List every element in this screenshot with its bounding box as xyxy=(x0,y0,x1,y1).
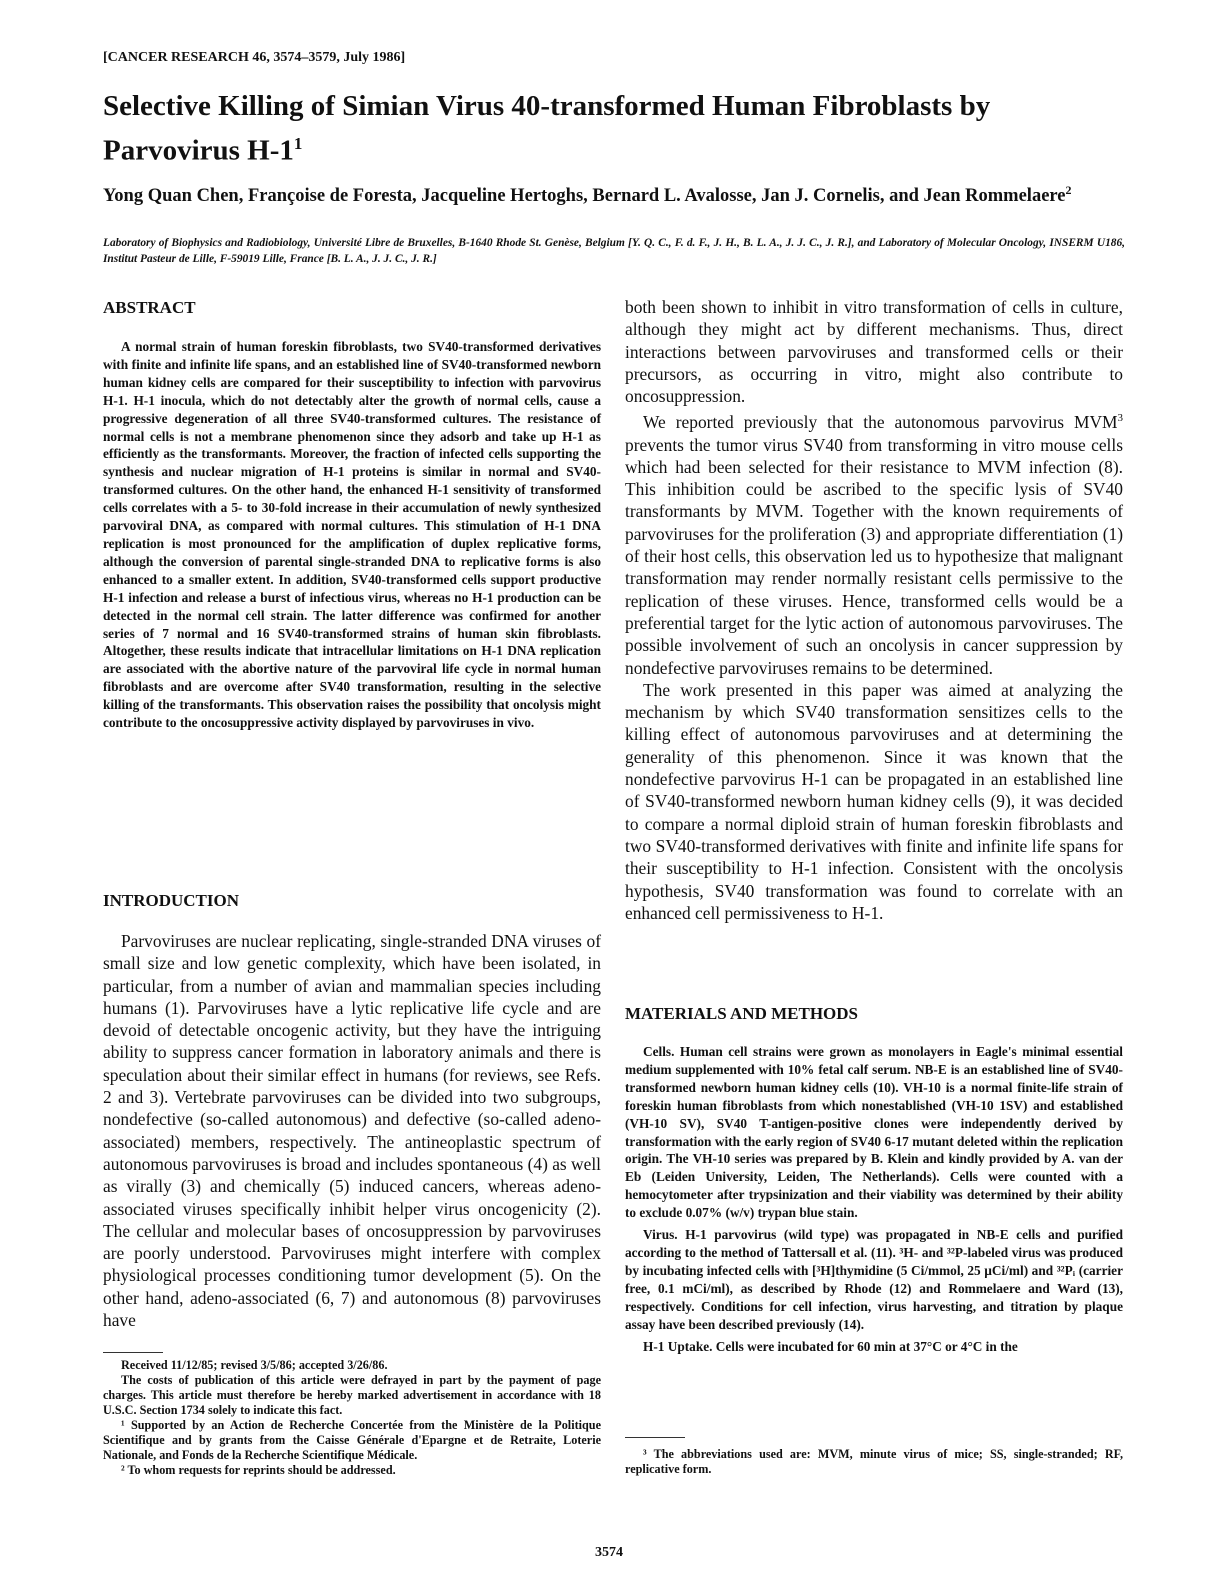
footnote-3 xyxy=(625,1447,1123,1477)
right-paragraph-2 xyxy=(625,407,1123,678)
footnote-rule-left xyxy=(103,1352,163,1353)
abstract-body xyxy=(103,338,601,732)
right-column-body xyxy=(625,296,1123,924)
author-list xyxy=(103,178,1123,208)
virus-paragraph xyxy=(625,1226,1123,1333)
uptake-paragraph xyxy=(625,1338,1123,1356)
title-text: Selective Killing of Simian Virus 40-transformed Human Fibroblasts by Parvovirus H-1 xyxy=(103,90,991,167)
abstract-heading: ABSTRACT xyxy=(103,298,196,317)
methods-heading: MATERIALS AND METHODS xyxy=(625,1004,858,1023)
journal-citation: [CANCER RESEARCH 46, 3574–3579, July 1986] xyxy=(103,50,406,65)
footnotes-left xyxy=(103,1358,601,1478)
abbreviations-footnote: ³ The abbreviations used are: MVM, minute virus of mice; SS, single-stranded; RF, replicative form. xyxy=(625,1447,1123,1476)
article-title xyxy=(103,88,1123,170)
cells-label: Cells. xyxy=(643,1044,675,1059)
virus-label: Virus. xyxy=(643,1227,678,1243)
introduction-heading: INTRODUCTION xyxy=(103,891,240,910)
cells-paragraph xyxy=(625,1043,1123,1222)
footnote-1: ¹ Supported by an Action de Recherche Concertée from the Ministère de la Politique Scientifique and by grants from the Caisse Générale d'Epargne et de Retraite, Loterie Nationale, and Fonds de la Recherche Scientifique Médicale. xyxy=(103,1418,601,1462)
authors-footnote-mark: 2 xyxy=(1065,183,1072,197)
right-paragraph-1: both been shown to inhibit in vitro transformation of cells in culture, although they might act by different mechanisms. Thus, direct interactions between parvoviruses and transformed cells or their precursors, as occurring in vitro, might also contribute to oncosuppression. xyxy=(625,297,1123,407)
uptake-text: Cells were incubated for 60 min at 37°C or 4°C in the xyxy=(712,1338,1018,1354)
page-charges-note: The costs of publication of this article were defrayed in part by the payment of page charges. This article must therefore be hereby marked advertisement in accordance with 18 U.S.C. Section 1734 solely to indicate this fact. xyxy=(103,1373,601,1417)
abstract-paragraph: A normal strain of human foreskin fibroblasts, two SV40-transformed derivatives with finite and infinite life spans, and an established line of SV40-transformed newborn human kidney cells are compared for their susceptibility to infection with parvovirus H-1. H-1 inocula, which do not detectably alter the growth of normal cells, cause a progressive degeneration of all three SV40-transformed cultures. The resistance of normal cells is not a membrane phenomenon since they adsorb and take up H-1 as efficiently as the transformants. Moreover, the fraction of infected cells supporting the synthesis and nuclear migration of H-1 proteins is similar in normal and SV40-transformed cultures. On the other hand, the enhanced H-1 sensitivity of transformed cells correlates with a 5- to 30-fold increase in their accumulation of newly synthesized parvoviral DNA, as compared with normal cultures. This stimulation of H-1 DNA replication is most pronounced for the amplification of duplex replicative forms, although the conversion of parental single-stranded DNA to replicative forms is also enhanced to a smaller extent. In addition, SV40-transformed cells support productive H-1 infection and release a burst of infectious virus, whereas no H-1 production can be detected in the normal cell strain. The latter difference was confirmed for another series of 7 normal and 16 SV40-transformed strains of human skin fibroblasts. Altogether, these results indicate that intracellular limitations on H-1 DNA replication are associated with the abortive nature of the parvoviral life cycle in normal human fibroblasts and are overcome after SV40 transformation, resulting in the selective killing of the transformants. This observation raises the possibility that oncolysis might contribute to the oncosuppressive activity displayed by parvoviruses in vivo. xyxy=(103,339,601,731)
title-footnote-mark: 1 xyxy=(293,134,303,153)
received-dates: Received 11/12/85; revised 3/5/86; accepted 3/26/86. xyxy=(121,1358,388,1372)
footnote-2: ² To whom requests for reprints should be addressed. xyxy=(121,1463,396,1477)
footnote-rule-right xyxy=(625,1437,685,1438)
authors-text: Yong Quan Chen, Françoise de Foresta, Jacqueline Hertoghs, Bernard L. Avalosse, Jan J. Cornelis, and Jean Rommelaere xyxy=(103,186,1066,207)
para2-start: We reported previously that the autonomous parvovirus MVM xyxy=(643,412,1118,433)
methods-body xyxy=(625,1043,1123,1355)
introduction-body xyxy=(103,930,601,1331)
page-number: 3574 xyxy=(595,1545,623,1560)
virus-text: H-1 parvovirus (wild type) was propagated in NB-E cells and purified according to the method of Tattersall et al. (11). ³H- and ³²P-labeled virus was produced by incubating infected cells with [³H]thymidine (5 Ci/mmol, 25 µCi/ml) and ³²Pᵢ (carrier free, 0.1 mCi/ml), as described by Rhode (12) and Rommelaere and Ward (13), respectively. Conditions for cell infection, virus harvesting, and titration by plaque assay have been described previously (14). xyxy=(625,1227,1123,1332)
cells-text: Human cell strains were grown as monolayers in Eagle's minimal essential medium supplemented with 10% fetal calf serum. NB-E is an established line of SV40-transformed newborn human kidney cells (10). VH-10 is a normal finite-life strain of foreskin human fibroblasts from which nonestablished (VH-10 1SV) and established (VH-10 SV), SV40 T-antigen-positive clones were independently derived by transformation with the early region of SV40 6-17 mutant deleted within the replication origin. The VH-10 series was prepared by B. Klein and kindly provided by A. van der Eb (Leiden University, Leiden, The Netherlands). Cells were counted with a hemocytometer after trypsinization and their viability was determined by their ability to exclude 0.07% (w/v) trypan blue stain. xyxy=(625,1044,1123,1221)
para2-footnote-mark: 3 xyxy=(1117,412,1123,425)
para2-rest: prevents the tumor virus SV40 from transforming in vitro mouse cells which had been selected for their resistance to MVM infection (8). This inhibition could be ascribed to the specific lysis of SV40 transformants by MVM. Together with the known requirements of parvoviruses for the proliferation (3) and appropriate differentiation (1) of their host cells, this observation led us to hypothesize that malignant transformation may render normally resistant cells permissive to the replication of these viruses. Hence, transformed cells would be a preferential target for the lytic action of autonomous parvoviruses. The possible involvement of such an oncolysis in cancer suppression by nondefective parvoviruses remains to be determined. xyxy=(625,434,1123,678)
right-paragraph-3: The work presented in this paper was aimed at analyzing the mechanism by which SV40 transformation sensitizes cells to the killing effect of autonomous parvoviruses and at determining the generality of this phenomenon. Since it was known that the nondefective parvovirus H-1 can be propagated in an established line of SV40-transformed newborn human kidney cells (9), it was decided to compare a normal diploid strain of human foreskin fibroblasts and two SV40-transformed derivatives with finite and infinite life spans for their susceptibility to H-1 infection. Consistent with the oncolysis hypothesis, SV40 transformation was found to correlate with an enhanced cell permissiveness to H-1. xyxy=(625,679,1123,923)
introduction-paragraph: Parvoviruses are nuclear replicating, single-stranded DNA viruses of small size and low genetic complexity, which have been isolated, in particular, from a number of avian and mammalian species including humans (1). Parvoviruses have a lytic replicative life cycle and are devoid of detectable oncogenic activity, but they have the intriguing ability to suppress cancer formation in laboratory animals and there is speculation about their similar effect in humans (for reviews, see Refs. 2 and 3). Vertebrate parvoviruses can be divided into two subgroups, nondefective (so-called autonomous) and defective (so-called adeno-associated) members, respectively. The antineoplastic spectrum of autonomous parvoviruses is broad and includes spontaneous (4) as well as virally (3) and chemically (5) induced cancers, whereas adeno-associated viruses specifically inhibit helper virus oncogenicity (2). The cellular and molecular bases of oncosuppression by parvoviruses are poorly understood. Parvoviruses might interfere with complex physiological processes conditioning tumor development (5). On the other hand, adeno-associated (6, 7) and autonomous (8) parvoviruses have xyxy=(103,931,601,1331)
uptake-label: H-1 Uptake. xyxy=(643,1338,713,1354)
affiliations: Laboratory of Biophysics and Radiobiology, Université Libre de Bruxelles, B-1640 Rhode St. Genèse, Belgium [Y. Q. C., F. d. F., J. H., B. L. A., J. J. C., J. R.], and Laboratory of Molecular Oncology, INSERM U186, Institut Pasteur de Lille, F-59019 Lille, France [B. L. A., J. J. C., J. R.] xyxy=(103,237,1125,265)
